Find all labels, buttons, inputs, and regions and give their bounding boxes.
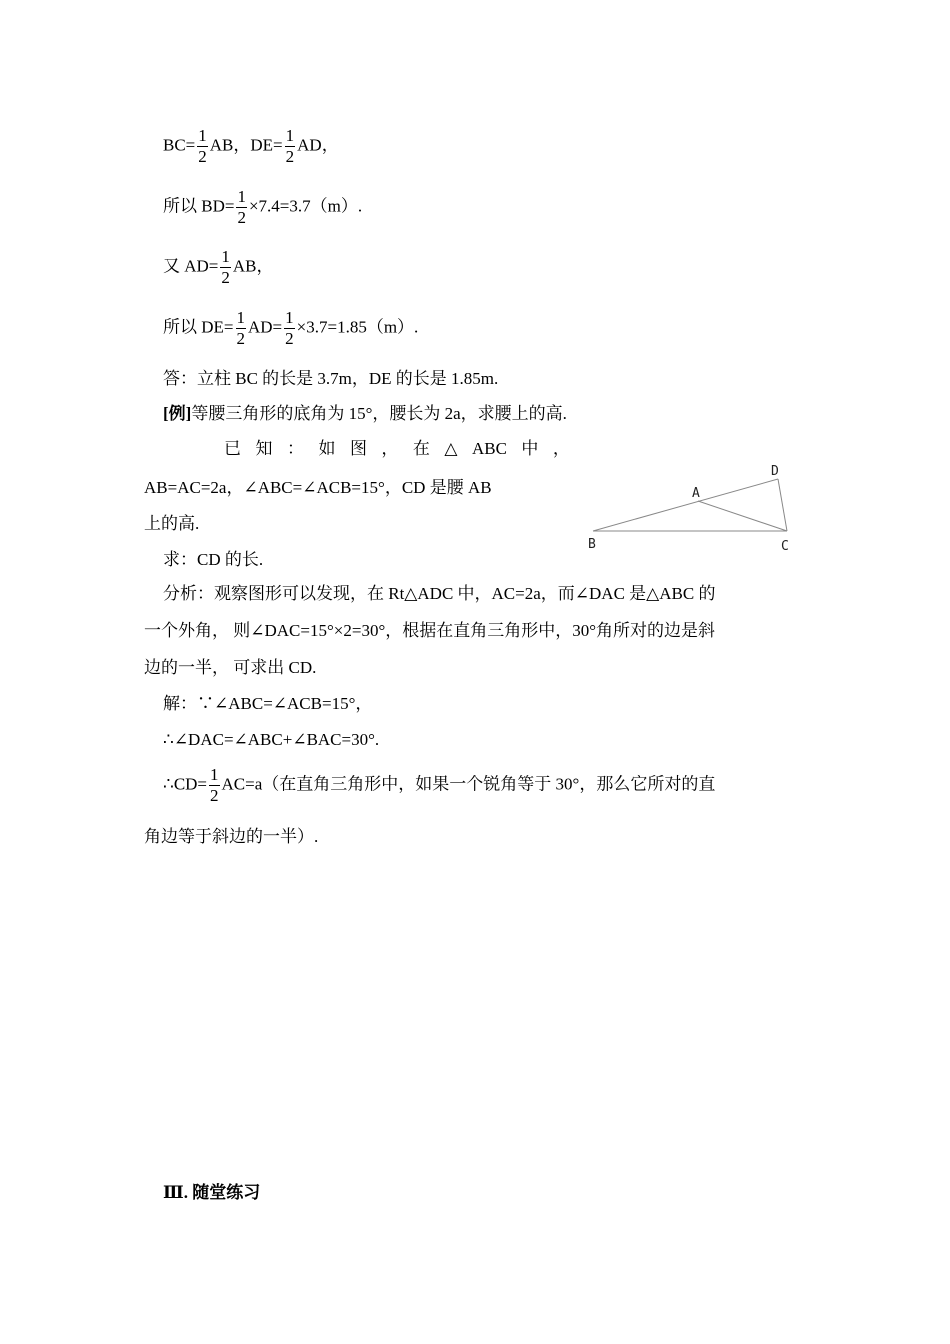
numerator: 1 — [285, 126, 295, 145]
example-text: 等腰三角形的底角为 15°，腰长为 2a，求腰上的高. — [191, 404, 567, 423]
solution-line-4: 角边等于斜边的一半）. — [144, 827, 319, 846]
known-word: 中 — [521, 439, 539, 458]
analysis-line-3: 边的一半， 可求出 CD. — [144, 658, 317, 677]
text: AD= — [248, 317, 283, 337]
denominator: 2 — [237, 208, 246, 227]
text: AC=a（在直角三角形中，如果一个锐角等于 30°，那么它所对的直 — [221, 774, 716, 794]
find-line: 求：CD 的长. — [163, 550, 264, 569]
fraction — [209, 765, 220, 806]
line-bc-de — [163, 126, 339, 167]
numerator: 1 — [237, 187, 246, 206]
fraction — [236, 308, 247, 349]
answer-line: 答：立柱 BC 的长是 3.7m，DE 的长是 1.85m. — [163, 369, 499, 388]
known-word: 已 — [224, 439, 241, 458]
known-word: 在 — [412, 439, 430, 458]
known-word: ， — [552, 439, 570, 458]
denominator: 2 — [210, 786, 219, 805]
example-tag: [例] — [163, 404, 192, 423]
numerator: 1 — [285, 308, 294, 327]
known-word: ， — [381, 439, 399, 458]
label-d: D — [771, 464, 779, 479]
example-line — [163, 403, 567, 425]
text: AB， — [232, 256, 274, 276]
fraction — [285, 126, 296, 167]
label-a: A — [692, 486, 700, 501]
section-heading: Ⅲ. 随堂练习 — [163, 1183, 261, 1202]
text: ×7.4=3.7（m）. — [248, 196, 363, 216]
known-word: 如 — [318, 439, 336, 458]
text: BC= — [163, 135, 196, 155]
known-word: ： — [286, 439, 304, 458]
denominator: 2 — [198, 147, 207, 166]
denominator: 2 — [285, 329, 294, 348]
text: AB，DE= — [209, 135, 283, 155]
fraction — [284, 308, 295, 349]
text: AD， — [297, 135, 339, 155]
triangle-figure — [580, 458, 800, 558]
analysis-line: 分析：观察图形可以发现，在 Rt△ADC 中，AC=2a，而∠DAC 是△ABC 的 — [163, 584, 716, 603]
analysis-line-2: 一个外角， 则∠DAC=15°×2=30°，根据在直角三角形中，30°角所对的边是斜 — [144, 621, 716, 640]
denominator: 2 — [285, 147, 295, 166]
numerator: 1 — [210, 765, 219, 784]
given-line: AB=AC=2a，∠ABC=∠ACB=15°，CD 是腰 AB — [144, 478, 492, 497]
line-ad — [163, 247, 274, 288]
fraction — [220, 247, 231, 288]
text: ∴CD= — [163, 774, 208, 794]
known-word: 知 — [255, 439, 273, 458]
text: ×3.7=1.85（m）. — [296, 317, 419, 337]
numerator: 1 — [236, 308, 245, 327]
segment-dc — [778, 479, 787, 531]
numerator: 1 — [221, 247, 230, 266]
solution-line-2: ∴∠DAC=∠ABC+∠BAC=30°. — [163, 730, 380, 749]
text: 所以 DE= — [163, 317, 234, 337]
denominator: 2 — [221, 268, 230, 287]
segment-bd — [593, 479, 778, 531]
text: 又 AD= — [163, 256, 219, 276]
solution-line: 解：∵∠ABC=∠ACB=15°， — [163, 694, 373, 713]
numerator: 1 — [198, 126, 207, 145]
text: 所以 BD= — [163, 196, 235, 216]
fraction — [236, 187, 247, 228]
line-bd — [163, 187, 362, 228]
segment-ac — [698, 501, 787, 531]
given-line-cont: 上的高. — [144, 514, 200, 533]
solution-line-3 — [163, 765, 715, 806]
line-de — [163, 308, 418, 349]
known-line — [224, 438, 570, 460]
denominator: 2 — [236, 329, 245, 348]
label-c: C — [781, 539, 789, 554]
label-b: B — [588, 537, 596, 552]
known-word: ABC — [471, 439, 507, 458]
known-word: 图 — [349, 439, 367, 458]
known-word: △ — [444, 439, 458, 458]
fraction — [197, 126, 208, 167]
